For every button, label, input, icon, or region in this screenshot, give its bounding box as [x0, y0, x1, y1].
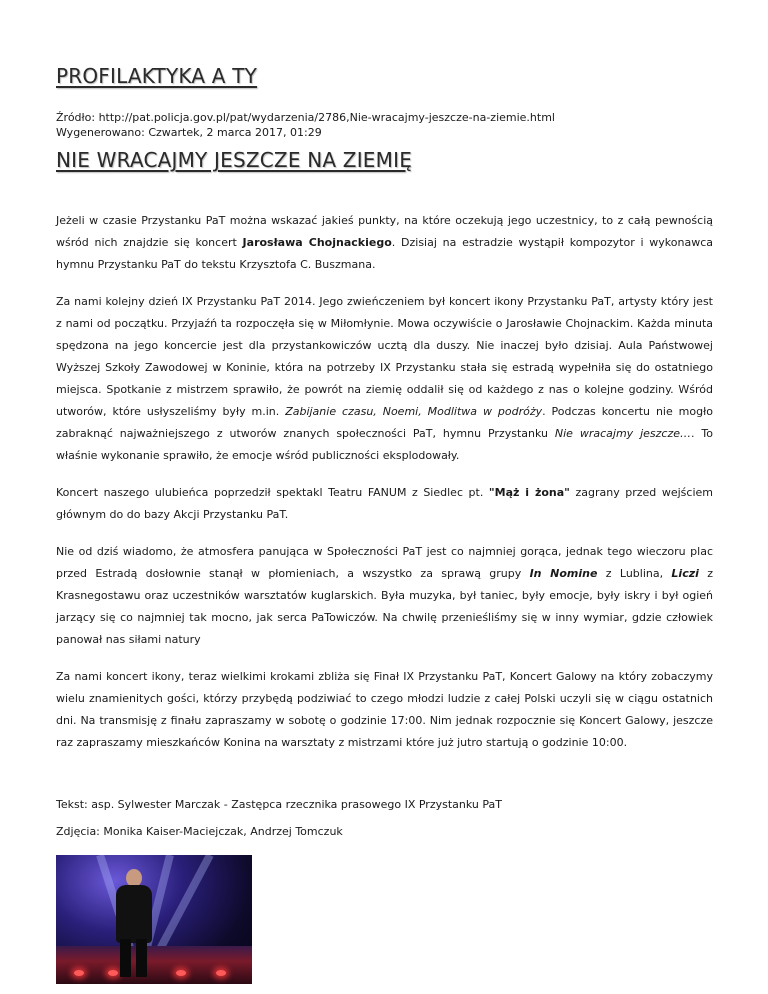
article-title: NIE WRACAJMY JESZCZE NA ZIEMIĘ — [56, 148, 413, 172]
photo-credit: Zdjęcia: Monika Kaiser-Maciejczak, Andrzej Tomczuk — [56, 825, 343, 838]
paragraph-1: Jeżeli w czasie Przystanku PaT można wskazać jakieś punkty, na które oczekują jego uczestnicy, to z całą pewnością wśród nich znajdzie się koncert Jarosława Chojnackiego. Dzisiaj na estradzie wystąpił kompozytor i wykonawca hymnu Przystanku PaT do tekstu Krzysztofa C. Buszmana. — [56, 214, 713, 271]
text-credit: Tekst: asp. Sylwester Marczak - Zastępca rzecznika prasowego IX Przystanku PaT — [56, 798, 502, 811]
source-line: Źródło: http://pat.policja.gov.pl/pat/wydarzenia/2786,Nie-wracajmy-jeszcze-na-ziemie.html — [56, 111, 555, 124]
paragraph-4: Nie od dziś wiadomo, że atmosfera panująca w Społeczności PaT jest co najmniej gorąca, jednak tego wieczoru plac przed Estradą dosłownie stanął w płomieniach, a wszystko za sprawą grupy In Nomine z Lublina, Liczi z Krasnegostawu oraz uczestników warsztatów kuglarskich. Była muzyka, był taniec, były emocje, były iskry i był ogień jarzący się co najmniej tak mocno, jak serca PaTowiczów. Na chwilę przenieśliśmy się w inny wymiar, gdzie człowiek panował nas siłami natury — [56, 545, 713, 646]
paragraph-5: Za nami koncert ikony, teraz wielkimi krokami zbliża się Finał IX Przystanku PaT, Koncert Galowy na który zobaczymy wielu znamienitych gości, którzy przybędą podziwiać to czego młodzi ludzie z całej Polski uczyli się w ciągu ostatnich dni. Na transmisję z finału zapraszamy w sobotę o godzinie 17:00. Nim jednak rozpocznie się Koncert Galowy, jeszcze raz zapraszamy mieszkańców Konina na warsztaty z mistrzami które już jutro startują o godzinie 10:00. — [56, 670, 713, 749]
document-meta — [56, 110, 555, 140]
site-title: PROFILAKTYKA A TY — [56, 64, 258, 88]
paragraph-3: Koncert naszego ulubieńca poprzedził spektakl Teatru FANUM z Siedlec pt. "Mąż i żona" zagrany przed wejściem głównym do do bazy Akcji Przystanku PaT. — [56, 486, 713, 521]
paragraph-2: Za nami kolejny dzień IX Przystanku PaT 2014. Jego zwieńczeniem był koncert ikony Przystanku PaT, artysty który jest z nami od początku. Przyjaźń ta rozpoczęła się w Miłomłynie. Mowa oczywiście o Jarosławie Chojnackim. Każda minuta spędzona na jego koncercie jest dla przystankowiczów ucztą dla duszy. Nie inaczej było dzisiaj. Aula Państwowej Wyższej Szkoły Zawodowej w Koninie, która na potrzeby IX Przystanku stała się estradą wypełniła się do ostatniego miejsca. Spotkanie z mistrzem sprawiło, że powrót na ziemię oddalił się od każdego z nas o kolejne godziny. Wśród utworów, które usłyszeliśmy były m.in. Zabijanie czasu, Noemi, Modlitwa w podróży. Podczas koncertu nie mogło zabraknąć najważniejszego z utworów znanych społeczności PaT, hymnu Przystanku Nie wracajmy jeszcze…. To właśnie wykonanie sprawiło, że emocje wśród publiczności eksplodowały. — [56, 295, 713, 462]
article-body — [56, 210, 713, 984]
band-in-nomine: In Nomine — [529, 567, 598, 580]
song-titles: Zabijanie czasu, Noemi, Modlitwa w podróży — [285, 405, 543, 418]
concert-photo — [56, 855, 252, 984]
band-liczi: Liczi — [671, 567, 699, 580]
generated-line: Wygenerowano: Czwartek, 2 marca 2017, 01:29 — [56, 126, 322, 139]
hymn-title: Nie wracajmy jeszcze… — [554, 427, 692, 440]
artist-name: Jarosława Chojnackiego — [242, 236, 392, 249]
play-title: "Mąż i żona" — [488, 486, 570, 499]
